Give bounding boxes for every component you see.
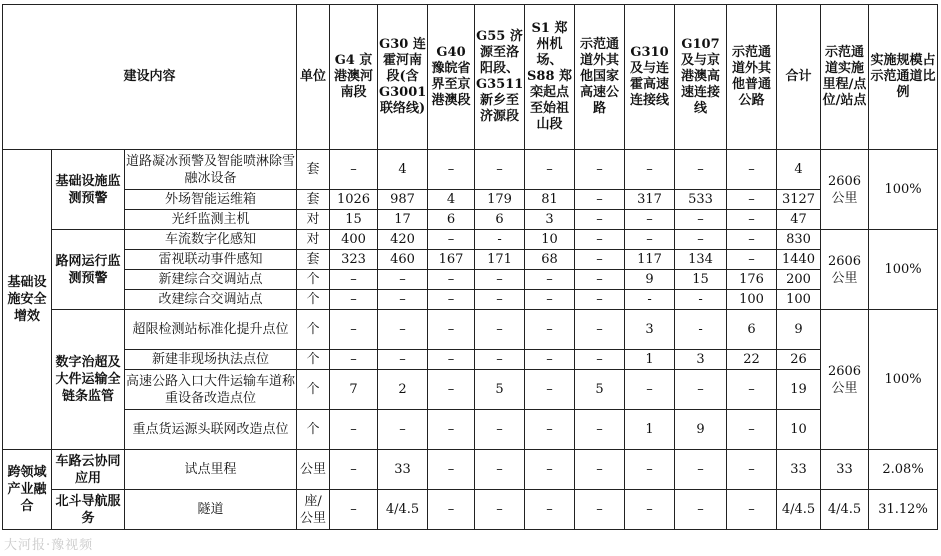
value-cell: – — [525, 270, 575, 290]
value-cell: – — [378, 270, 428, 290]
value-cell: – — [625, 230, 675, 250]
value-cell: – — [575, 490, 625, 530]
table-row — [3, 230, 938, 250]
value-cell: 17 — [378, 210, 428, 230]
total-cell: 830 — [777, 230, 821, 250]
value-cell: – — [675, 210, 727, 230]
value-cell: – — [428, 270, 475, 290]
value-cell: – — [625, 210, 675, 230]
ratio-cell: 100% — [869, 230, 938, 310]
mileage-cell: 2606公里 — [821, 150, 869, 230]
header-col: G4 京港澳河南段 — [330, 5, 378, 150]
ratio-cell: 100% — [869, 150, 938, 230]
header-col: G310 及与连霍高速连接线 — [625, 5, 675, 150]
total-cell: 10 — [777, 410, 821, 450]
value-cell: – — [675, 450, 727, 490]
value-cell: – — [525, 290, 575, 310]
value-cell: – — [625, 450, 675, 490]
value-cell: – — [575, 250, 625, 270]
value-cell: – — [525, 490, 575, 530]
value-cell: – — [428, 410, 475, 450]
value-cell: 9 — [625, 270, 675, 290]
value-cell: - — [475, 230, 525, 250]
value-cell: – — [378, 290, 428, 310]
value-cell: – — [727, 370, 777, 410]
value-cell: – — [727, 150, 777, 190]
total-cell: 200 — [777, 270, 821, 290]
total-cell: 4/4.5 — [777, 490, 821, 530]
group-label: 车路云协同应用 — [52, 450, 125, 490]
value-cell: 3 — [675, 350, 727, 370]
value-cell: – — [675, 490, 727, 530]
value-cell: 323 — [330, 250, 378, 270]
mileage-cell: 33 — [821, 450, 869, 490]
value-cell: – — [525, 310, 575, 350]
value-cell: – — [575, 410, 625, 450]
unit-cell: 个 — [297, 410, 330, 450]
table-row — [3, 210, 938, 230]
value-cell: – — [575, 190, 625, 210]
value-cell: – — [575, 450, 625, 490]
ratio-cell: 100% — [869, 310, 938, 450]
total-cell: 100 — [777, 290, 821, 310]
value-cell: – — [428, 490, 475, 530]
value-cell: 5 — [475, 370, 525, 410]
header-col: G40 豫皖省界至京港澳段 — [428, 5, 475, 150]
value-cell: 400 — [330, 230, 378, 250]
item-label: 雷视联动事件感知 — [125, 250, 297, 270]
value-cell: – — [575, 290, 625, 310]
unit-cell: 个 — [297, 270, 330, 290]
value-cell: – — [675, 150, 727, 190]
table-row — [3, 350, 938, 370]
value-cell: – — [475, 350, 525, 370]
header-mileage: 示范通道实施里程/点位/站点 — [821, 5, 869, 150]
value-cell: – — [428, 150, 475, 190]
value-cell: 15 — [330, 210, 378, 230]
header-ratio: 实施规模占示范通道比例 — [869, 5, 938, 150]
value-cell: 1 — [625, 410, 675, 450]
total-cell: 33 — [777, 450, 821, 490]
item-label: 试点里程 — [125, 450, 297, 490]
value-cell: 987 — [378, 190, 428, 210]
value-cell: 420 — [378, 230, 428, 250]
group-label: 路网运行监测预警 — [52, 230, 125, 310]
value-cell: 134 — [675, 250, 727, 270]
header-col: 示范通道外其他普通公路 — [727, 5, 777, 150]
table-row — [3, 250, 938, 270]
unit-cell: 座/公里 — [297, 490, 330, 530]
header-col: 示范通道外其他国家高速公路 — [575, 5, 625, 150]
group-label: 数字治超及大件运输全链条监管 — [52, 310, 125, 450]
value-cell: – — [575, 150, 625, 190]
value-cell: – — [428, 370, 475, 410]
item-label: 重点货运源头联网改造点位 — [125, 410, 297, 450]
value-cell: – — [727, 450, 777, 490]
total-cell: 4 — [777, 150, 821, 190]
value-cell: – — [378, 410, 428, 450]
item-label: 光纤监测主机 — [125, 210, 297, 230]
header-col: G55 济源至洛阳段、G3511 新乡至济源段 — [475, 5, 525, 150]
value-cell: - — [675, 290, 727, 310]
item-label: 外场智能运维箱 — [125, 190, 297, 210]
value-cell: – — [428, 450, 475, 490]
mileage-cell: 2606公里 — [821, 230, 869, 310]
mileage-cell: 2606公里 — [821, 310, 869, 450]
item-label: 改建综合交调站点 — [125, 290, 297, 310]
value-cell: – — [727, 490, 777, 530]
value-cell: – — [625, 370, 675, 410]
value-cell: 3 — [525, 210, 575, 230]
value-cell: 22 — [727, 350, 777, 370]
construction-table — [2, 4, 938, 530]
unit-cell: 对 — [297, 210, 330, 230]
unit-cell: 套 — [297, 150, 330, 190]
value-cell: – — [525, 410, 575, 450]
unit-cell: 个 — [297, 310, 330, 350]
table-row — [3, 450, 938, 490]
value-cell: 533 — [675, 190, 727, 210]
value-cell: – — [727, 250, 777, 270]
value-cell: 176 — [727, 270, 777, 290]
item-label: 车流数字化感知 — [125, 230, 297, 250]
value-cell: 68 — [525, 250, 575, 270]
mileage-cell: 4/4.5 — [821, 490, 869, 530]
value-cell: 15 — [675, 270, 727, 290]
item-label: 新建非现场执法点位 — [125, 350, 297, 370]
value-cell: – — [428, 230, 475, 250]
value-cell: 317 — [625, 190, 675, 210]
unit-cell: 个 — [297, 370, 330, 410]
value-cell: - — [675, 310, 727, 350]
group-label: 基础设施监测预警 — [52, 150, 125, 230]
value-cell: – — [625, 150, 675, 190]
header-unit: 单位 — [297, 5, 330, 150]
header-col: G30 连霍河南段(含G3001联络线) — [378, 5, 428, 150]
value-cell: – — [378, 310, 428, 350]
value-cell: – — [525, 350, 575, 370]
ratio-cell: 31.12% — [869, 490, 938, 530]
unit-cell: 套 — [297, 190, 330, 210]
value-cell: – — [330, 410, 378, 450]
value-cell: – — [475, 310, 525, 350]
value-cell: – — [330, 310, 378, 350]
value-cell: – — [625, 490, 675, 530]
value-cell: – — [475, 450, 525, 490]
value-cell: 3 — [625, 310, 675, 350]
value-cell: – — [475, 490, 525, 530]
total-cell: 1440 — [777, 250, 821, 270]
value-cell: – — [525, 150, 575, 190]
item-label: 新建综合交调站点 — [125, 270, 297, 290]
value-cell: – — [475, 290, 525, 310]
value-cell: - — [625, 290, 675, 310]
value-cell: 81 — [525, 190, 575, 210]
value-cell: – — [727, 410, 777, 450]
value-cell: – — [475, 410, 525, 450]
value-cell: – — [330, 290, 378, 310]
value-cell: – — [575, 210, 625, 230]
value-cell: – — [675, 370, 727, 410]
value-cell: 460 — [378, 250, 428, 270]
value-cell: 117 — [625, 250, 675, 270]
value-cell: – — [727, 230, 777, 250]
value-cell: – — [575, 230, 625, 250]
table-row — [3, 490, 938, 530]
header-content: 建设内容 — [3, 5, 297, 150]
item-label: 高速公路入口大件运输车道称重设备改造点位 — [125, 370, 297, 410]
watermark: 大河报·豫视频 — [4, 538, 94, 553]
value-cell: 6 — [475, 210, 525, 230]
value-cell: – — [428, 310, 475, 350]
total-cell: 9 — [777, 310, 821, 350]
value-cell: – — [475, 270, 525, 290]
value-cell: 7 — [330, 370, 378, 410]
value-cell: – — [378, 350, 428, 370]
value-cell: 1 — [625, 350, 675, 370]
value-cell: 167 — [428, 250, 475, 270]
value-cell: – — [727, 210, 777, 230]
value-cell: 4/4.5 — [378, 490, 428, 530]
table-row — [3, 410, 938, 450]
value-cell: – — [727, 190, 777, 210]
value-cell: 1026 — [330, 190, 378, 210]
value-cell: – — [525, 450, 575, 490]
value-cell: 9 — [675, 410, 727, 450]
value-cell: 2 — [378, 370, 428, 410]
value-cell: – — [525, 370, 575, 410]
value-cell: – — [330, 350, 378, 370]
header-col: S1 郑州机场、S88 郑栾起点至始祖山段 — [525, 5, 575, 150]
value-cell: – — [330, 490, 378, 530]
value-cell: – — [428, 290, 475, 310]
item-label: 隧道 — [125, 490, 297, 530]
total-cell: 3127 — [777, 190, 821, 210]
table-row — [3, 310, 938, 350]
value-cell: – — [475, 150, 525, 190]
value-cell: 100 — [727, 290, 777, 310]
value-cell: 6 — [428, 210, 475, 230]
value-cell: – — [675, 230, 727, 250]
category-label: 基础设施安全增效 — [3, 150, 52, 450]
value-cell: 179 — [475, 190, 525, 210]
value-cell: 10 — [525, 230, 575, 250]
item-label: 超限检测站标准化提升点位 — [125, 310, 297, 350]
total-cell: 19 — [777, 370, 821, 410]
value-cell: 171 — [475, 250, 525, 270]
header-col: 合计 — [777, 5, 821, 150]
table-row — [3, 150, 938, 190]
value-cell: – — [428, 350, 475, 370]
unit-cell: 套 — [297, 250, 330, 270]
ratio-cell: 2.08% — [869, 450, 938, 490]
value-cell: 5 — [575, 370, 625, 410]
unit-cell: 公里 — [297, 450, 330, 490]
value-cell: – — [330, 150, 378, 190]
table-row — [3, 190, 938, 210]
total-cell: 47 — [777, 210, 821, 230]
value-cell: 6 — [727, 310, 777, 350]
table-row — [3, 270, 938, 290]
value-cell: 4 — [378, 150, 428, 190]
item-label: 道路凝冰预警及智能喷淋除雪融冰设备 — [125, 150, 297, 190]
value-cell: – — [575, 270, 625, 290]
unit-cell: 个 — [297, 290, 330, 310]
value-cell: – — [575, 350, 625, 370]
value-cell: 4 — [428, 190, 475, 210]
table-row — [3, 290, 938, 310]
table-row — [3, 370, 938, 410]
unit-cell: 个 — [297, 350, 330, 370]
value-cell: 33 — [378, 450, 428, 490]
value-cell: – — [330, 270, 378, 290]
value-cell: – — [575, 310, 625, 350]
total-cell: 26 — [777, 350, 821, 370]
value-cell: – — [330, 450, 378, 490]
unit-cell: 对 — [297, 230, 330, 250]
category-label: 跨领域产业融合 — [3, 450, 52, 530]
group-label: 北斗导航服务 — [52, 490, 125, 530]
header-col: G107 及与京港澳高速连接线 — [675, 5, 727, 150]
